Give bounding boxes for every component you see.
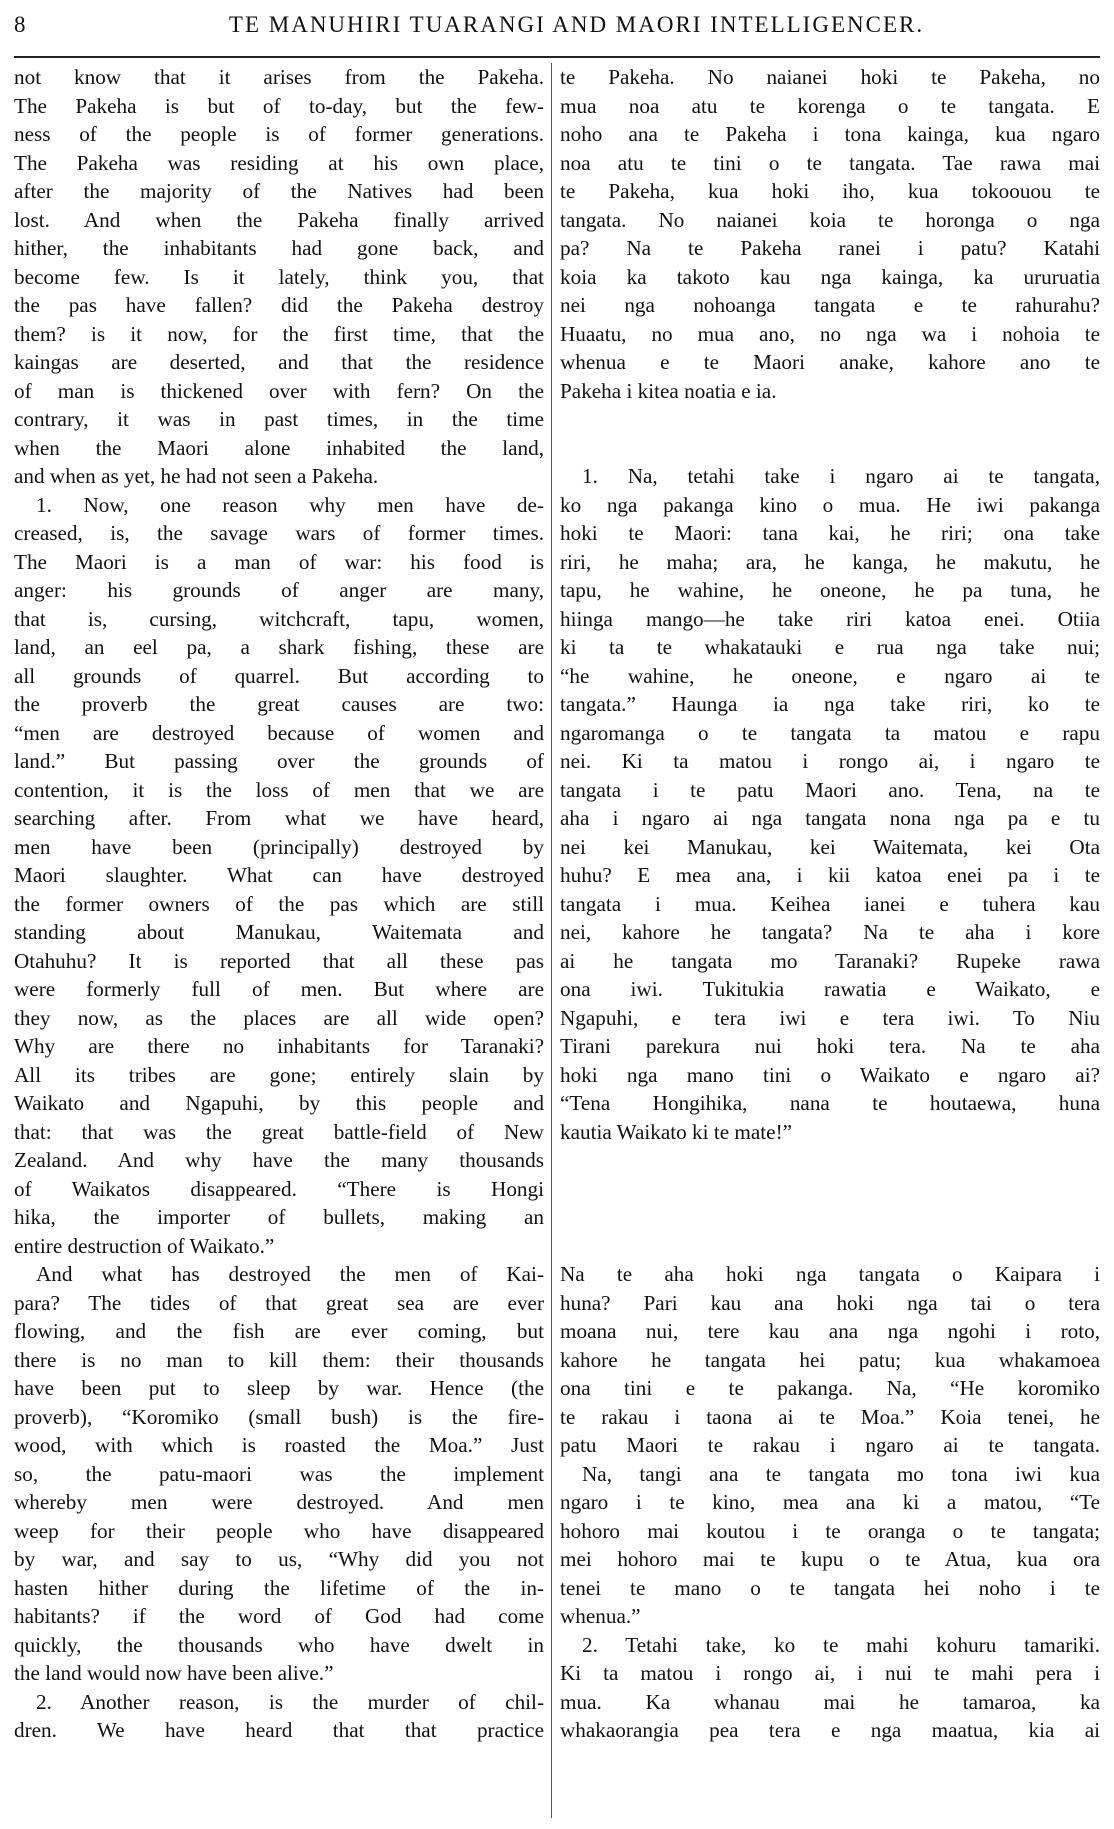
english-text-line: Zealand. And why have the many thousands [14, 1148, 544, 1172]
maori-text-line: moana nui, tere kau ana nga ngohi i roto, [560, 1319, 1100, 1343]
english-text-line: the proverb the great causes are two: [14, 692, 544, 716]
maori-text-line: Na, tangi ana te tangata mo tona iwi kua [582, 1461, 1100, 1486]
maori-text-line: ngaro i te kino, mea ana ki a matou, “Te [560, 1490, 1100, 1514]
maori-text-line: hiinga mango—he take riri katoa enei. Otiia [560, 606, 1100, 631]
english-text-line: contention, it is the loss of men that we are [14, 777, 544, 802]
maori-text-line: tenei te mano o te tangata hei noho i te [560, 1575, 1100, 1600]
english-text-line: The Maori is a man of war: his food is [14, 549, 544, 574]
maori-text-line: te Pakeha. No naianei hoki te Pakeha, no [560, 65, 1100, 89]
maori-text-line: nei, kahore he tangata? Na te aha i kore [560, 920, 1100, 944]
maori-text-line: hoki te Maori: tana kai, he riri; ona take [560, 521, 1100, 545]
english-text-line: flowing, and the fish are ever coming, but [14, 1319, 544, 1343]
english-text-line: Waikato and Ngapuhi, by this people and [14, 1091, 544, 1115]
english-text-line: kaingas are deserted, and that the residence [14, 350, 544, 374]
maori-text-line: Pakeha i kitea noatia e ia. [560, 378, 777, 403]
maori-text-line: whakaorangia pea tera e nga maatua, kia ai [560, 1718, 1100, 1742]
english-text-line: all grounds of quarrel. But according to [14, 663, 544, 688]
english-text-line: quickly, the thousands who have dwelt in [14, 1632, 544, 1657]
maori-text-line: mua. Ka whanau mai he tamaroa, ka [560, 1689, 1100, 1714]
english-text-line: after the majority of the Natives had been [14, 179, 544, 203]
column-gap [560, 1203, 1100, 1232]
maori-text-line: nei nga nohoanga tangata e te rahurahu? [560, 293, 1100, 317]
column-divider [551, 63, 552, 1818]
maori-text-line: te Pakeha, kua hoki iho, kua tokoouou te [560, 179, 1100, 203]
maori-text-line: aha i ngaro ai nga tangata nona nga pa e tu [560, 806, 1100, 830]
english-text-line: by war, and say to us, “Why did you not [14, 1547, 544, 1571]
maori-text-line: 2. Tetahi take, ko te mahi kohuru tamariki. [582, 1632, 1100, 1657]
english-text-line: All its tribes are gone; entirely slain by [14, 1062, 544, 1087]
english-text-line: 1. Now, one reason why men have de- [36, 492, 544, 517]
maori-text-line: patu Maori te rakau i ngaro ai te tangata. [560, 1433, 1100, 1457]
maori-text-line: whenua.” [560, 1604, 641, 1628]
maori-text-line: mua noa atu te korenga o te tangata. E [560, 93, 1100, 118]
english-text-line: And what has destroyed the men of Kai- [36, 1262, 544, 1286]
maori-text-line: tangata. No naianei koia te horonga o nga [560, 207, 1100, 232]
maori-text-line: whenua e te Maori anake, kahore ano te [560, 350, 1100, 374]
maori-text-line: hoki nga mano tini o Waikato e ngaro ai? [560, 1062, 1100, 1087]
english-text-line: hither, the inhabitants had gone back, and [14, 236, 544, 260]
maori-text-line: noho ana te Pakeha i tona kainga, kua ngaro [560, 122, 1100, 146]
maori-text-line: tangata i mua. Keihea ianei e tuhera kau [560, 891, 1100, 916]
english-text-line: they now, as the places are all wide open? [14, 1005, 544, 1030]
english-text-line: when the Maori alone inhabited the land, [14, 435, 544, 460]
english-text-line: whereby men were destroyed. And men [14, 1490, 544, 1514]
maori-text-line: ki ta te whakatauki e rua nga take nui; [560, 635, 1100, 659]
column-gap [560, 434, 1100, 463]
english-column [14, 63, 544, 1745]
english-text-line: become few. Is it lately, think you, that [14, 264, 544, 289]
english-text-line: entire destruction of Waikato.” [14, 1233, 275, 1258]
english-text-line: The Pakeha is but of to-day, but the few- [14, 93, 544, 118]
english-text-line: have been put to sleep by war. Hence (the [14, 1376, 544, 1400]
maori-text-line: tangata.” Haunga ia nga take riri, ko te [560, 692, 1100, 716]
english-text-line: “men are destroyed because of women and [14, 720, 544, 745]
maori-text-line: nei. Ki ta matou i rongo ai, i ngaro te [560, 749, 1100, 773]
english-text-line: them? is it now, for the first time, that the [14, 321, 544, 346]
english-text-line: of man is thickened over with fern? On the [14, 378, 544, 403]
english-text-line: Maori slaughter. What can have destroyed [14, 863, 544, 887]
maori-text-line: te rakau i taona ai te Moa.” Koia tenei, he [560, 1404, 1100, 1429]
maori-text-line: tangata i te patu Maori ano. Tena, na te [560, 777, 1100, 802]
maori-text-line: hohoro mai koutou i te oranga o te tangata; [560, 1518, 1100, 1543]
english-text-line: hika, the importer of bullets, making an [14, 1205, 544, 1229]
english-text-line: hasten hither during the lifetime of the in- [14, 1575, 544, 1600]
maori-column [560, 63, 1100, 1745]
maori-text-line: ko nga pakanga kino o mua. He iwi pakanga [560, 492, 1100, 517]
english-text-line: 2. Another reason, is the murder of chil- [36, 1689, 544, 1714]
english-text-line: wood, with which is roasted the Moa.” Just [14, 1433, 544, 1457]
maori-text-line: nei kei Manukau, kei Waitemata, kei Ota [560, 834, 1100, 859]
column-gap [560, 1232, 1100, 1261]
column-gap [560, 1146, 1100, 1175]
english-text-line: the land would now have been alive.” [14, 1661, 334, 1685]
english-text-line: that is, cursing, witchcraft, tapu, women, [14, 606, 544, 631]
maori-text-line: kahore he tangata hei patu; kua whakamoea [560, 1347, 1100, 1372]
english-text-line: the former owners of the pas which are still [14, 891, 544, 916]
english-text-line: dren. We have heard that that practice [14, 1718, 544, 1742]
english-text-line: so, the patu-maori was the implement [14, 1461, 544, 1486]
maori-text-line: noa atu te tini o te tangata. Tae rawa mai [560, 150, 1100, 175]
english-text-line: that: that was the great battle-field of New [14, 1119, 544, 1144]
page-header [14, 8, 1099, 48]
english-text-line: were formerly full of men. But where are [14, 977, 544, 1001]
maori-text-line: koia ka takoto kau nga kainga, ka ururuatia [560, 264, 1100, 289]
maori-text-line: 1. Na, tetahi take i ngaro ai te tangata, [582, 464, 1100, 488]
english-text-line: land, an eel pa, a shark fishing, these are [14, 635, 544, 659]
english-text-line: standing about Manukau, Waitemata and [14, 920, 544, 944]
header-rule [14, 56, 1100, 58]
maori-text-line: “he wahine, he oneone, e ngaro ai te [560, 663, 1100, 688]
column-gap [560, 405, 1100, 434]
english-text-line: contrary, it was in past times, in the time [14, 407, 544, 431]
maori-text-line: Na te aha hoki nga tangata o Kaipara i [560, 1262, 1100, 1286]
english-text-line: and when as yet, he had not seen a Pakeha. [14, 464, 379, 488]
maori-text-line: Ngapuhi, e tera iwi e tera iwi. To Niu [560, 1005, 1100, 1030]
english-text-line: para? The tides of that great sea are ever [14, 1290, 544, 1315]
maori-text-line: pa? Na te Pakeha ranei i patu? Katahi [560, 236, 1100, 260]
english-text-line: proverb), “Koromiko (small bush) is the fire- [14, 1404, 544, 1429]
english-text-line: searching after. From what we have heard, [14, 806, 544, 830]
english-text-line: the pas have fallen? did the Pakeha destroy [14, 293, 544, 317]
english-text-line: ness of the people is of former generations. [14, 122, 544, 146]
maori-text-line: ai he tangata mo Taranaki? Rupeke rawa [560, 948, 1100, 973]
maori-text-line: tapu, he wahine, he oneone, he pa tuna, he [560, 578, 1100, 602]
english-text-line: not know that it arises from the Pakeha. [14, 65, 544, 89]
maori-text-line: mei hohoro mai te kupu o te Atua, kua ora [560, 1547, 1100, 1571]
maori-text-line: kautia Waikato ki te mate!” [560, 1119, 793, 1144]
maori-text-line: ngaromanga o te tangata ta matou e rapu [560, 720, 1100, 745]
english-text-line: men have been (principally) destroyed by [14, 834, 544, 859]
maori-text-line: huhu? E mea ana, i kii katoa enei pa i te [560, 863, 1100, 887]
running-title: TE MANUHIRI TUARANGI AND MAORI INTELLIGENCER. [228, 12, 925, 37]
english-text-line: there is no man to kill them: their thousands [14, 1347, 544, 1372]
english-text-line: land.” But passing over the grounds of [14, 749, 544, 773]
english-text-line: of Waikatos disappeared. “There is Hongi [14, 1176, 544, 1201]
english-text-line: anger: his grounds of anger are many, [14, 578, 544, 602]
english-text-line: weep for their people who have disappeared [14, 1518, 544, 1543]
maori-text-line: “Tena Hongihika, nana te houtaewa, huna [560, 1091, 1100, 1115]
english-text-line: Otahuhu? It is reported that all these pas [14, 948, 544, 973]
maori-text-line: Tirani parekura nui hoki tera. Na te aha [560, 1034, 1100, 1058]
english-text-line: Why are there no inhabitants for Taranaki? [14, 1034, 544, 1058]
maori-text-line: Huaatu, no mua ano, no nga wa i nohoia te [560, 321, 1100, 346]
maori-text-line: ona tini e te pakanga. Na, “He koromiko [560, 1376, 1100, 1400]
maori-text-line: ona iwi. Tukitukia rawatia e Waikato, e [560, 977, 1100, 1001]
maori-text-line: Ki ta matou i rongo ai, i nui te mahi pera i [560, 1661, 1100, 1685]
english-text-line: creased, is, the savage wars of former times. [14, 521, 544, 545]
page-number: 8 [14, 12, 27, 37]
english-text-line: habitants? if the word of God had come [14, 1604, 544, 1628]
english-text-line: lost. And when the Pakeha finally arrived [14, 207, 544, 232]
column-gap [560, 1175, 1100, 1204]
maori-text-line: huna? Pari kau ana hoki nga tai o tera [560, 1290, 1100, 1315]
maori-text-line: riri, he maha; ara, he kanga, he makutu, he [560, 549, 1100, 574]
english-text-line: The Pakeha was residing at his own place, [14, 150, 544, 175]
